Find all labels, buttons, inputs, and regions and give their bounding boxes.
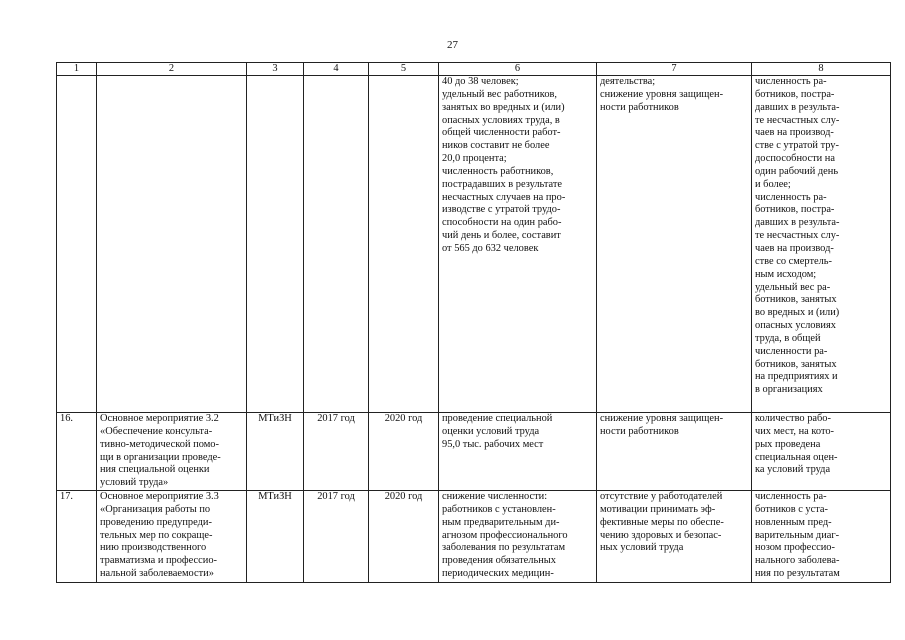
cell-text-line: опасных условиях [755, 320, 836, 332]
cell-text-line: фективные меры по обеспе- [600, 516, 724, 528]
consequence-cell [597, 76, 752, 413]
column-header-3: 3 [247, 63, 304, 76]
cell-text-line: 95,0 тыс. рабочих мест [442, 438, 544, 450]
cell-text-line: чению здоровых и безопас- [600, 529, 722, 541]
column-header-2: 2 [97, 63, 247, 76]
cell-text-line: численность работников, [442, 165, 554, 177]
cell-text-line: варительным диаг- [755, 529, 840, 541]
consequence-cell [597, 413, 752, 491]
cell-text-line: доспособности на [755, 153, 835, 165]
row-number-cell: 16. [57, 413, 97, 491]
cell-text-line: и более; [755, 178, 791, 190]
row-number-cell: 17. [57, 491, 97, 583]
cell-text-line: опасных условиях труда, в [442, 114, 560, 126]
cell-text-line: мотивации принимать эф- [600, 503, 716, 515]
cell-text-line: условий труда» [100, 477, 169, 489]
cell-text-line: ботников, постра- [755, 204, 835, 216]
end-year-cell [369, 76, 439, 413]
column-header-1: 1 [57, 63, 97, 76]
cell-text-line: проведению предупреди- [100, 516, 212, 528]
cell-text-line: нального заболева- [755, 555, 840, 567]
start-year-cell: 2017 год [304, 491, 369, 583]
cell-text-line: ным предварительным ди- [442, 516, 560, 528]
cell-text-line: заболевания по результатам [442, 542, 566, 554]
cell-text-line: проведение специальной [442, 413, 553, 424]
cell-text-line: чаев на производ- [755, 127, 834, 139]
cell-text-line: ным исходом; [755, 268, 817, 280]
indicator-cell [752, 413, 891, 491]
cell-text-line: численность ра- [755, 76, 827, 87]
cell-text-line: один рабочий день [755, 165, 839, 177]
start-year-cell [304, 76, 369, 413]
cell-text-line: численность ра- [755, 191, 827, 203]
cell-text-line: во вредных и (или) [755, 307, 840, 319]
cell-text-line: нозом профессио- [755, 542, 835, 554]
executor-cell [247, 76, 304, 413]
cell-text-line: снижение уровня защищен- [600, 88, 724, 100]
cell-text-line: ния специальной оценки [100, 464, 210, 476]
cell-text-line: в организациях [755, 384, 823, 396]
column-header-6: 6 [439, 63, 597, 76]
column-header-7: 7 [597, 63, 752, 76]
measure-name-cell [97, 76, 247, 413]
cell-text-line: «Обеспечение консульта- [100, 425, 213, 437]
column-header-4: 4 [304, 63, 369, 76]
cell-text-line: способности на один рабо- [442, 217, 562, 229]
end-year-cell: 2020 год [369, 491, 439, 583]
row-number-cell [57, 76, 97, 413]
start-year-cell: 2017 год [304, 413, 369, 491]
cell-text-line: изводстве с утратой трудо- [442, 204, 561, 216]
cell-text-line: ка условий труда [755, 464, 831, 476]
measure-name-cell [97, 491, 247, 583]
cell-text-line: новленным пред- [755, 516, 832, 528]
cell-text-line: общей численности работ- [442, 127, 561, 139]
cell-text-line: количество рабо- [755, 413, 831, 424]
table-row [57, 491, 891, 583]
cell-text-line: ботников с уста- [755, 503, 828, 515]
cell-text-line: ности работников [600, 425, 679, 437]
indicator-cell [752, 76, 891, 413]
consequence-cell [597, 491, 752, 583]
cell-text-line: проведения обязательных [442, 555, 556, 567]
cell-text-line: тивно-методической помо- [100, 438, 219, 450]
cell-text-line: нальной заболеваемости» [100, 568, 214, 580]
cell-text-line: численности ра- [755, 345, 828, 357]
page-number: 27 [447, 39, 458, 51]
cell-text-line: на предприятиях и [755, 371, 838, 383]
cell-text-line: ботников, постра- [755, 88, 835, 100]
expected-result-cell [439, 491, 597, 583]
cell-text-line: снижение уровня защищен- [600, 413, 724, 424]
cell-text-line: занятых во вредных и (или) [442, 101, 565, 113]
cell-text-line: труда, в общей [755, 332, 821, 344]
cell-text-line: травматизма и профессио- [100, 555, 217, 567]
cell-text-line: щи в организации проведе- [100, 451, 221, 463]
cell-text-line: деятельства; [600, 76, 656, 87]
expected-result-cell [439, 76, 597, 413]
table-row [57, 413, 891, 491]
cell-text-line: пострадавших в результате [442, 178, 563, 190]
cell-text-line: ных условий труда [600, 542, 684, 554]
expected-result-cell [439, 413, 597, 491]
cell-text-line: чий день и более, составит [442, 230, 561, 242]
cell-text-line: давших в результа- [755, 101, 840, 113]
cell-text-line: 40 до 38 человек; [442, 76, 519, 87]
column-header-5: 5 [369, 63, 439, 76]
cell-text-line: оценки условий труда [442, 425, 540, 437]
cell-text-line: стве со смертель- [755, 255, 833, 267]
cell-text-line: тельных мер по сокраще- [100, 529, 213, 541]
cell-text-line: чих мест, на кото- [755, 425, 834, 437]
cell-text-line: снижение численности: [442, 491, 548, 503]
cell-text-line: отсутствие у работодателей [600, 491, 723, 503]
cell-text-line: чаев на производ- [755, 242, 834, 254]
cell-text-line: численность ра- [755, 491, 827, 503]
cell-text-line: те несчастных слу- [755, 230, 840, 242]
cell-text-line: стве с утратой тру- [755, 140, 839, 152]
executor-cell: МТиЗН [247, 491, 304, 583]
cell-text-line: те несчастных слу- [755, 114, 840, 126]
cell-text-line: ников составит не более [442, 140, 550, 152]
cell-text-line: удельный вес ра- [755, 281, 831, 293]
table-row [57, 76, 891, 413]
measures-table [56, 62, 891, 583]
cell-text-line: удельный вес работников, [442, 88, 558, 100]
end-year-cell: 2020 год [369, 413, 439, 491]
measure-name-cell [97, 413, 247, 491]
column-header-8: 8 [752, 63, 891, 76]
cell-text-line: ботников, занятых [755, 358, 837, 370]
indicator-cell [752, 491, 891, 583]
cell-text-line: нию производственного [100, 542, 207, 554]
cell-text-line: несчастных случаев на про- [442, 191, 566, 203]
cell-text-line: работников с установлен- [442, 503, 556, 515]
cell-text-line: 20,0 процента; [442, 153, 507, 165]
cell-text-line: «Организация работы по [100, 503, 211, 515]
cell-text-line: от 565 до 632 человек [442, 242, 539, 254]
cell-text-line: Основное мероприятие 3.2 [100, 413, 219, 424]
cell-text-line: специальная оцен- [755, 451, 838, 463]
cell-text-line: ности работников [600, 101, 679, 113]
cell-text-line: ния по результатам [755, 568, 840, 580]
cell-text-line: давших в результа- [755, 217, 840, 229]
cell-text-line: ботников, занятых [755, 294, 837, 306]
cell-text-line: периодических медицин- [442, 568, 554, 580]
cell-text-line: агнозом профессионального [442, 529, 568, 541]
cell-text-line: Основное мероприятие 3.3 [100, 491, 219, 503]
executor-cell: МТиЗН [247, 413, 304, 491]
cell-text-line: рых проведена [755, 438, 821, 450]
header-row [57, 63, 891, 76]
